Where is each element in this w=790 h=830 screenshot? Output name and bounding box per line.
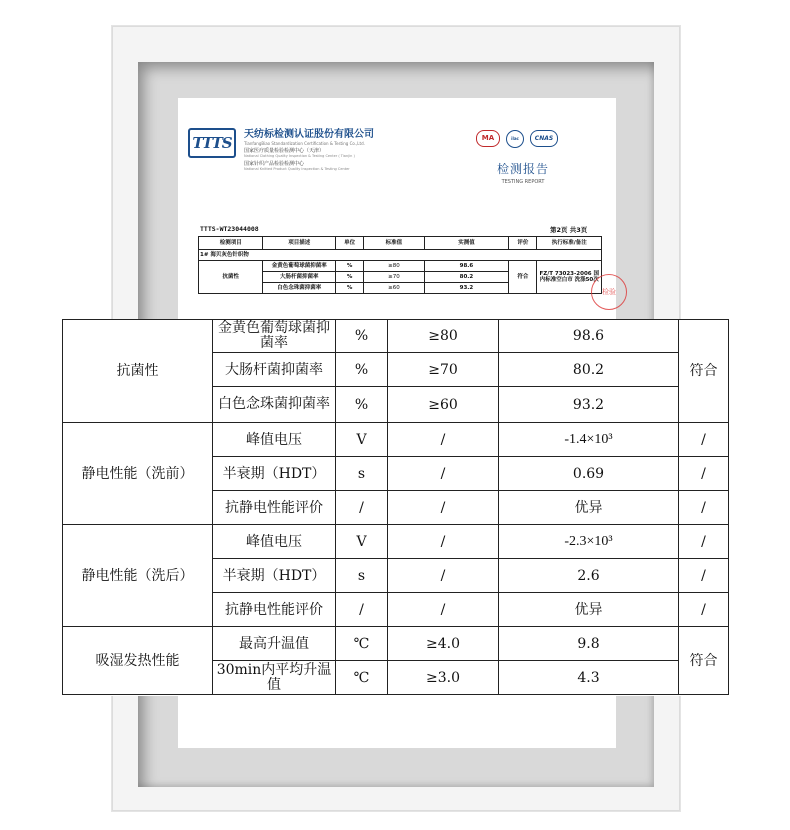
company-header xyxy=(244,125,374,172)
standard-note-cell: FZ/T 73023-2006 国内标准空白市 洗涤50次 xyxy=(537,261,602,294)
table-row xyxy=(63,320,729,353)
center-name-en-2: National Knitted Product Quality Inspection & Testing Center xyxy=(244,167,350,171)
center-name-cn-1: 国家医疗质量检验检测中心（天津） xyxy=(244,148,325,154)
center-name-cn-2: 国家针织产品检验检测中心 xyxy=(244,161,305,167)
std-cell: ≥3.0 xyxy=(388,661,499,695)
desc-cell: 抗静电性能评价 xyxy=(213,593,336,627)
value-cell: 80.2 xyxy=(424,272,509,283)
desc-cell: 半衰期（HDT） xyxy=(213,457,336,491)
std-cell: / xyxy=(388,423,499,457)
value-cell: 98.6 xyxy=(499,320,679,353)
group-static-after: 静电性能（洗后） xyxy=(63,525,213,627)
header-cell: 项目描述 xyxy=(263,237,336,250)
unit-cell: / xyxy=(336,491,388,525)
std-cell: ≥60 xyxy=(364,283,424,294)
enlarged-results-table xyxy=(62,319,728,696)
std-cell: / xyxy=(388,525,499,559)
center-name-en-1: National Clothing Quality Inspection & Testing Center ( Tianjin ) xyxy=(244,154,355,158)
results-table xyxy=(62,319,729,695)
value-cell: 80.2 xyxy=(499,353,679,387)
value-cell: 93.2 xyxy=(424,283,509,294)
unit-cell: % xyxy=(336,261,364,272)
eval-cell: / xyxy=(679,593,729,627)
value-cell: 9.8 xyxy=(499,627,679,661)
page-number: 第2页 共3页 xyxy=(550,226,588,234)
value-cell: 98.6 xyxy=(424,261,509,272)
eval-cell: 符合 xyxy=(509,261,537,294)
unit-cell: % xyxy=(336,387,388,423)
std-cell: ≥70 xyxy=(364,272,424,283)
value-cell: 优异 xyxy=(499,491,679,525)
value-cell: 93.2 xyxy=(499,387,679,423)
ilac-logo: ilac xyxy=(506,130,524,148)
report-title-en: TESTING REPORT xyxy=(501,179,545,185)
value-cell: -2.3×10³ xyxy=(499,525,679,559)
desc-cell: 白色念珠菌抑菌率 xyxy=(213,387,336,423)
eval-cell: / xyxy=(679,491,729,525)
eval-cell: 符合 xyxy=(679,627,729,695)
unit-cell: V xyxy=(336,423,388,457)
ttts-logo: TTTS xyxy=(188,128,236,158)
report-number: TTTS-WT23044008 xyxy=(200,225,259,233)
desc-cell: 白色念珠菌抑菌率 xyxy=(263,283,336,294)
desc-cell: 峰值电压 xyxy=(213,423,336,457)
header-cell: 实测值 xyxy=(424,237,509,250)
value-cell: -1.4×10³ xyxy=(499,423,679,457)
table-row xyxy=(63,525,729,559)
group-moisture-heat: 吸湿发热性能 xyxy=(63,627,213,695)
value-cell: 4.3 xyxy=(499,661,679,695)
cma-logo: MA xyxy=(476,130,500,147)
unit-cell: % xyxy=(336,283,364,294)
group-antibacterial: 抗菌性 xyxy=(63,320,213,423)
unit-cell: V xyxy=(336,525,388,559)
unit-cell: ℃ xyxy=(336,627,388,661)
std-cell: / xyxy=(388,593,499,627)
eval-cell: / xyxy=(679,457,729,491)
desc-cell: 抗静电性能评价 xyxy=(213,491,336,525)
eval-cell: / xyxy=(679,423,729,457)
table-row xyxy=(63,627,729,661)
std-cell: ≥4.0 xyxy=(388,627,499,661)
eval-cell: 符合 xyxy=(679,320,729,423)
desc-cell: 大肠杆菌抑菌率 xyxy=(213,353,336,387)
sample-label: 1# 海贝灰色针织物 xyxy=(199,250,602,261)
value-cell: 2.6 xyxy=(499,559,679,593)
eval-cell: / xyxy=(679,525,729,559)
table-header-row xyxy=(199,237,602,250)
std-cell: / xyxy=(388,457,499,491)
unit-cell: s xyxy=(336,457,388,491)
group-label: 抗菌性 xyxy=(199,261,263,294)
eval-cell: / xyxy=(679,559,729,593)
value-cell: 0.69 xyxy=(499,457,679,491)
header-cell: 检测项目 xyxy=(199,237,263,250)
desc-cell: 大肠杆菌抑菌率 xyxy=(263,272,336,283)
document-results-table xyxy=(198,236,602,294)
sample-row xyxy=(199,250,602,261)
desc-cell: 峰值电压 xyxy=(213,525,336,559)
header-cell: 单位 xyxy=(336,237,364,250)
desc-cell: 30min内平均升温值 xyxy=(213,661,336,695)
cnas-logo: CNAS xyxy=(530,130,558,147)
value-cell: 优异 xyxy=(499,593,679,627)
unit-cell: % xyxy=(336,353,388,387)
header-cell: 标准值 xyxy=(364,237,424,250)
unit-cell: / xyxy=(336,593,388,627)
desc-cell: 金黄色葡萄球菌抑菌率 xyxy=(263,261,336,272)
table-row xyxy=(199,261,602,272)
std-cell: ≥60 xyxy=(388,387,499,423)
inspection-stamp: 检验 xyxy=(591,274,627,310)
desc-cell: 最高升温值 xyxy=(213,627,336,661)
header-cell: 执行标准/备注 xyxy=(537,237,602,250)
unit-cell: ℃ xyxy=(336,661,388,695)
std-cell: ≥70 xyxy=(388,353,499,387)
header-cell: 评价 xyxy=(509,237,537,250)
desc-cell: 金黄色葡萄球菌抑菌率 xyxy=(213,320,336,353)
report-title xyxy=(483,160,563,185)
std-cell: ≥80 xyxy=(364,261,424,272)
unit-cell: % xyxy=(336,272,364,283)
group-static-before: 静电性能（洗前） xyxy=(63,423,213,525)
std-cell: ≥80 xyxy=(388,320,499,353)
std-cell: / xyxy=(388,559,499,593)
company-name-cn: 天纺标检测认证股份有限公司 xyxy=(244,129,374,140)
unit-cell: % xyxy=(336,320,388,353)
unit-cell: s xyxy=(336,559,388,593)
std-cell: / xyxy=(388,491,499,525)
desc-cell: 半衰期（HDT） xyxy=(213,559,336,593)
company-name-en: TianfangBiao Standardization Certification & Testing Co.,Ltd. xyxy=(244,141,365,146)
table-row xyxy=(63,423,729,457)
report-title-cn: 检测报告 xyxy=(496,162,549,176)
